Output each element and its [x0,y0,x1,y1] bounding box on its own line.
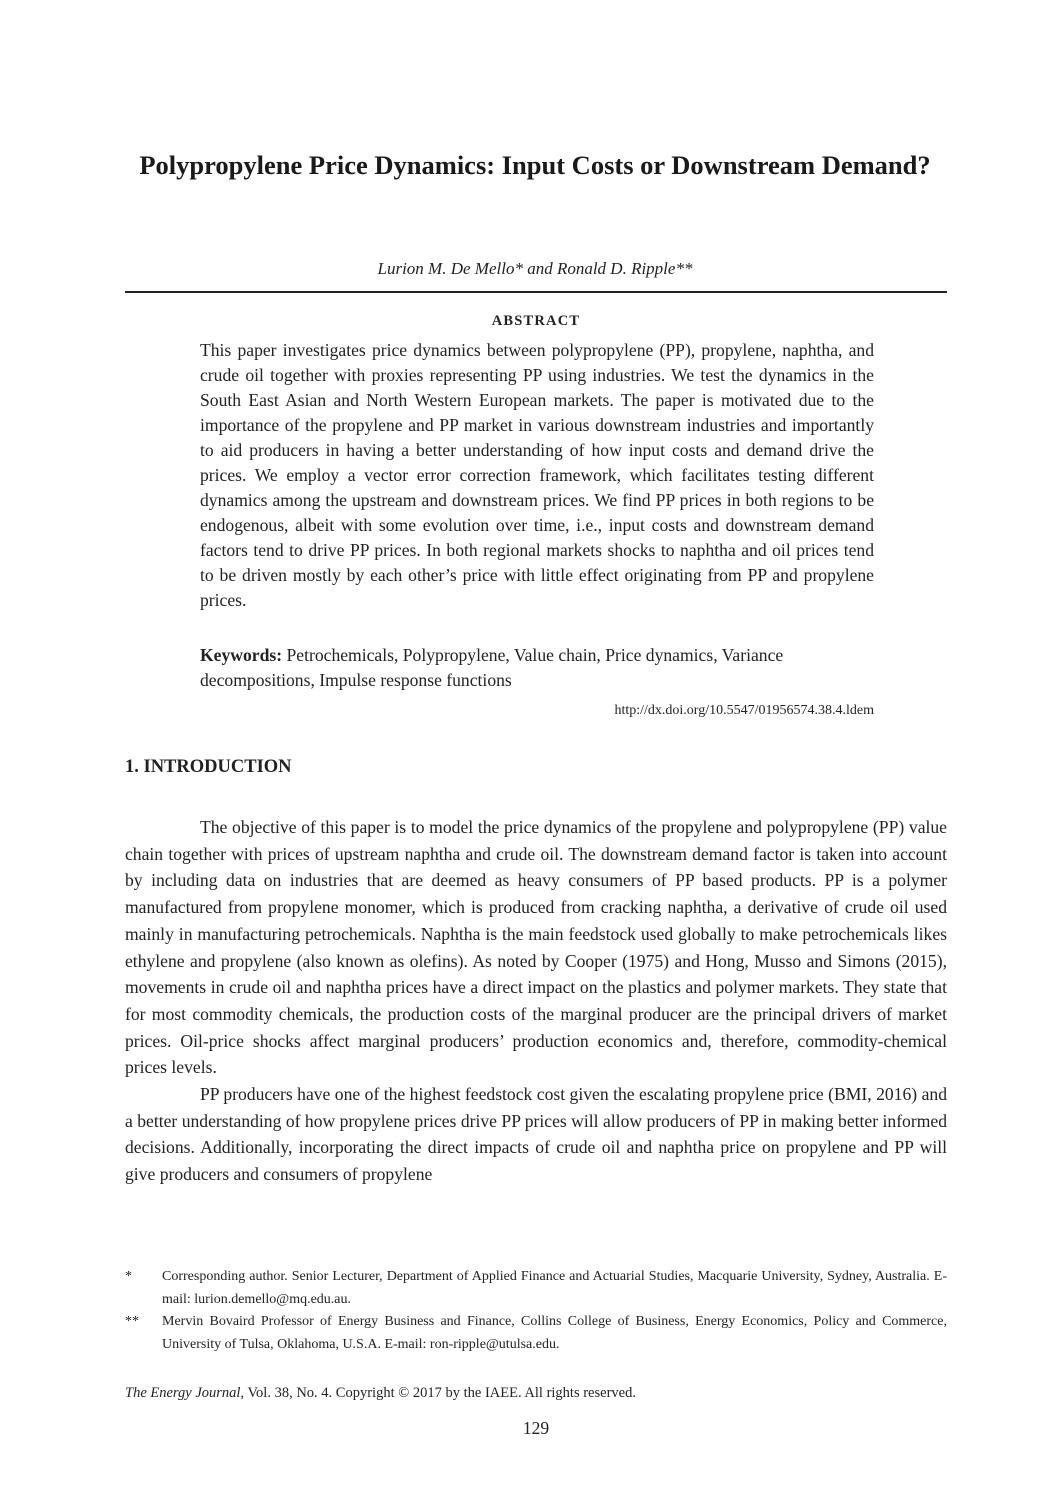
keywords-label: Keywords: [200,645,283,665]
author-line: Lurion M. De Mello* and Ronald D. Ripple** [377,259,693,278]
header-rule [125,291,947,293]
page-number: 129 [522,1418,550,1438]
section-heading-introduction: 1. INTRODUCTION [125,757,292,777]
journal-name: The Energy Journal [125,1385,241,1401]
journal-details: , Vol. 38, No. 4. Copyright © 2017 by the IAEE. All rights reserved. [240,1385,636,1401]
keywords [200,643,874,693]
footnote-mark: ** [125,1314,139,1329]
footnote [125,1311,947,1356]
body-paragraph: The objective of this paper is to model the price dynamics of the propylene and polypropylene (PP) value chain together with prices of upstream naphtha and crude oil. The downstream demand factor is taken into account by including data on industries that are deemed as heavy consumers of PP based products. PP is a polymer manufactured from propylene monomer, which is produced from cracking naphtha, a derivative of crude oil used mainly in manufacturing petrochemicals. Naphtha is the main feedstock used globally to make petrochemicals likes ethylene and propylene (also known as olefins). As noted by Cooper (1975) and Hong, Musso and Simons (2015), movements in crude oil and naphtha prices have a direct impact on the plastics and polymer markets. They state that for most commodity chemicals, the production costs of the marginal producer are the principal drivers of market prices. Oil-price shocks affect marginal producers’ production economics and, therefore, commodity-chemical prices levels. [125,817,947,1078]
body-paragraph: PP producers have one of the highest feedstock cost given the escalating propylene price (BMI, 2016) and a better understanding of how propylene prices drive PP prices will allow producers of PP in making better informed decisions. Additionally, incorporating the direct impacts of crude oil and naphtha price on propylene and PP will give producers and consumers of propylene [125,1084,947,1185]
abstract-heading: ABSTRACT [491,313,581,329]
footnote-text: Corresponding author. Senior Lecturer, Department of Applied Finance and Actuarial Studies, Macquarie University, Sydney, Australia. E-mail: lurion.demello@mq.edu.au. [162,1269,947,1307]
footnotes [125,1266,947,1356]
introduction-body [125,814,947,1188]
footnote [125,1266,947,1311]
footnote-mark: * [125,1269,132,1284]
keywords-list: Petrochemicals, Polypropylene, Value chain, Price dynamics, Variance decompositions, Impulse response functions [200,645,784,690]
doi-link[interactable]: http://dx.doi.org/10.5547/01956574.38.4.ldem [614,703,874,718]
paper-title: Polypropylene Price Dynamics: Input Costs or Downstream Demand? [139,150,931,180]
abstract-text: This paper investigates price dynamics between polypropylene (PP), propylene, naphtha, and crude oil together with proxies representing PP using industries. We test the dynamics in the South East Asian and North Western European markets. The paper is motivated due to the importance of the propylene and PP market in various downstream industries and importantly to aid producers in having a better understanding of how input costs and demand drive the prices. We employ a vector error correction framework, which facilitates testing different dynamics among the upstream and downstream prices. We find PP prices in both regions to be endogenous, albeit with some evolution over time, i.e., input costs and downstream demand factors tend to drive PP prices. In both regional markets shocks to naphtha and oil prices tend to be driven mostly by each other’s price with little effect originating from PP and propylene prices. [200,340,874,610]
footnote-text: Mervin Bovaird Professor of Energy Business and Finance, Collins College of Business, Energy Economics, Policy and Commerce, University of Tulsa, Oklahoma, U.S.A. E-mail: ron-ripple@utulsa.edu. [162,1314,947,1352]
journal-citation [125,1383,636,1403]
